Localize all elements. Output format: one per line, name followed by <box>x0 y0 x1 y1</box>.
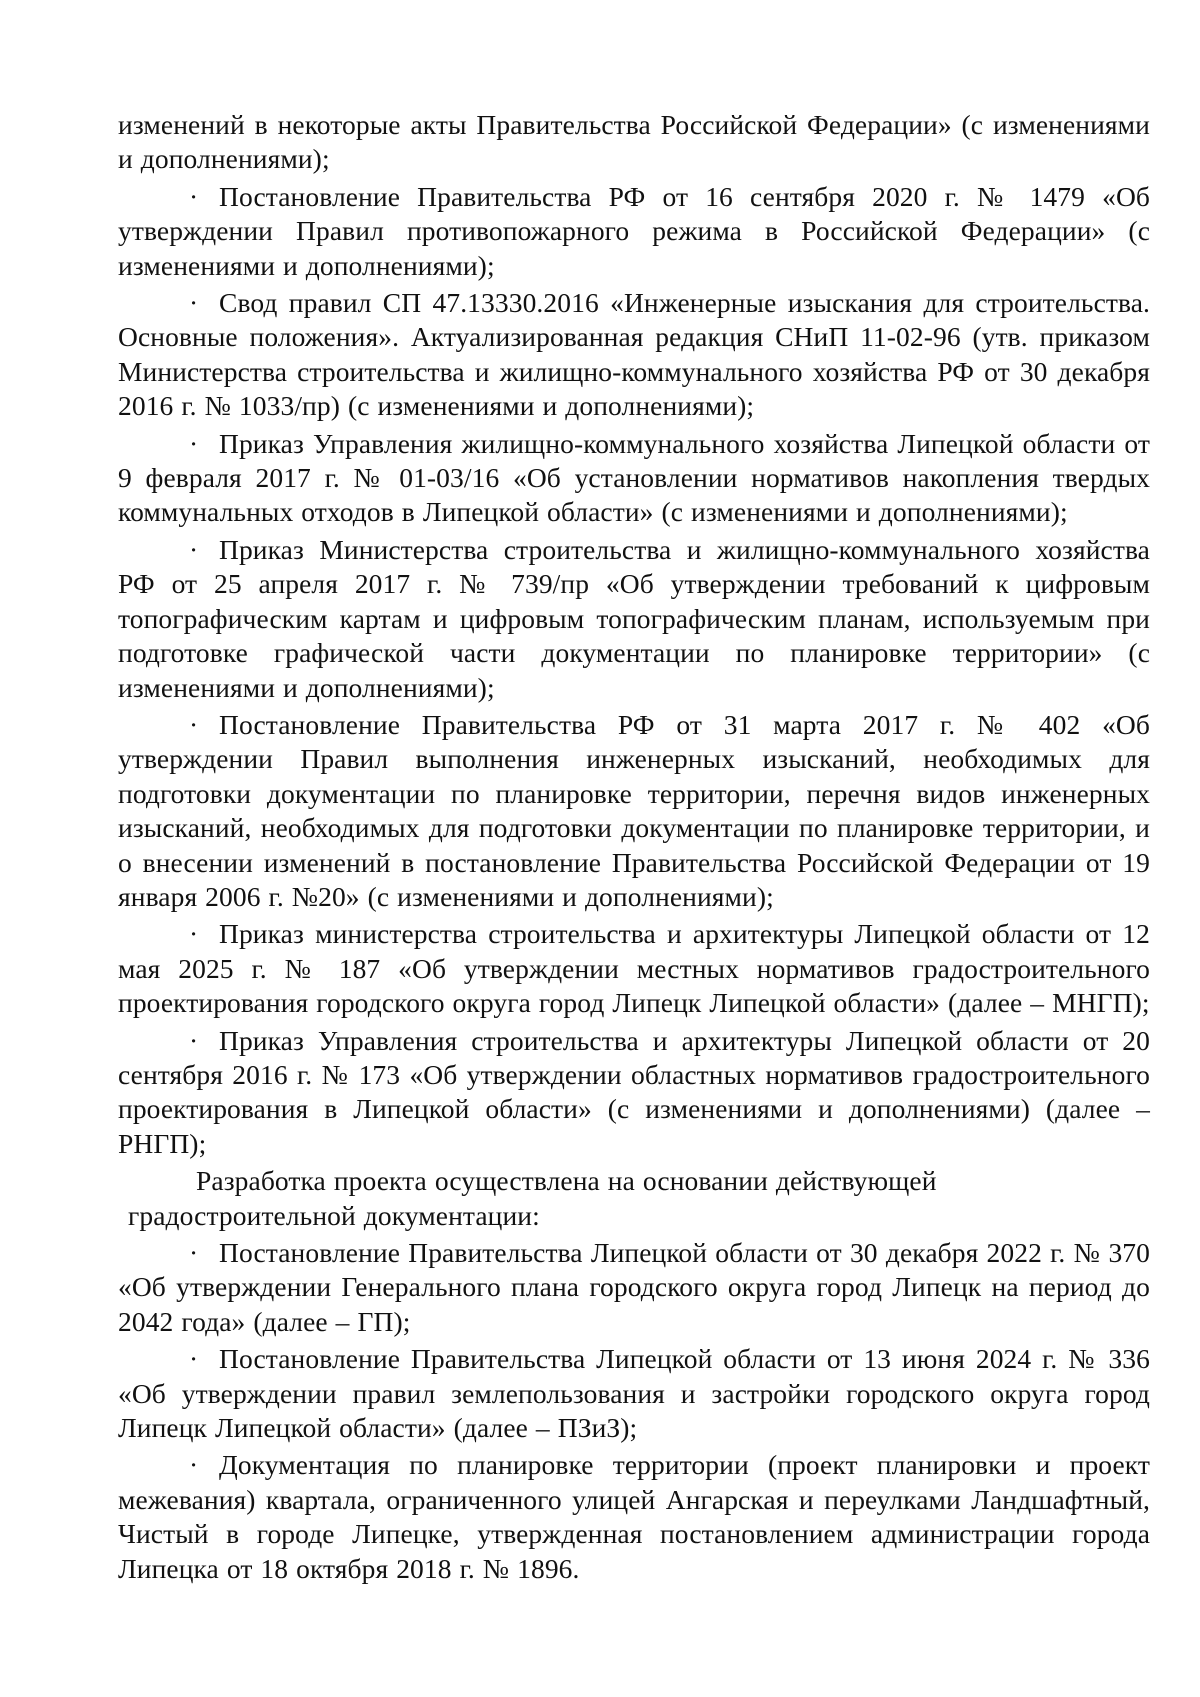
list-item <box>118 427 1150 530</box>
bullet-icon: · <box>189 533 199 565</box>
list-item <box>118 708 1150 914</box>
paragraph-text: изменений в некоторые акты Правительства Российской Федерации» (с изменениями и дополнениями); <box>118 109 1150 175</box>
paragraph-text: Приказ Управления строительства и архитектуры Липецкой области от 20 сентября 2016 г. № 173 «Об утверждении областных нормативов градостроительного проектирования в Липецкой области» (с изменениями и дополнениями) (далее – РНГП); <box>118 1024 1150 1159</box>
paragraph-text: Документация по планировке территории (проект планировки и проект межевания) квартала, ограниченного улицей Ангарская и переулками Ландшафтный, Чистый в городе Липецке, утвержденная постановлением администрации города Липецка от 18 октября 2018 г. № 1896. <box>118 1449 1150 1584</box>
paragraph-continuation <box>118 108 1150 177</box>
list-item <box>118 533 1150 705</box>
bullet-icon: · <box>189 918 199 950</box>
list-item <box>118 1342 1150 1445</box>
bullet-icon: · <box>189 1343 199 1375</box>
paragraph-text-line2: градостроительной документации: <box>128 1199 540 1231</box>
paragraph-text: Приказ Министерства строительства и жилищно-коммунального хозяйства РФ от 25 апреля 2017 г. № 739/пр «Об утверждении требований к цифровым топографическим картам и цифровым топографическим планам, используемым при подготовке графической части документации по планировке территории» (с изменениями и дополнениями); <box>118 533 1150 703</box>
bullet-icon: · <box>189 708 199 740</box>
list-item <box>118 917 1150 1020</box>
bullet-icon: · <box>189 1449 199 1481</box>
list-item <box>118 180 1150 283</box>
list-item <box>118 286 1150 424</box>
list-item <box>118 1236 1150 1339</box>
bullet-icon: · <box>189 1024 199 1056</box>
document-body <box>118 108 1150 1589</box>
paragraph-text: Постановление Правительства Липецкой области от 13 июня 2024 г. № 336 «Об утверждении правил землепользования и застройки городского округа город Липецк Липецкой области» (далее – ПЗиЗ); <box>118 1343 1150 1444</box>
paragraph-text: Свод правил СП 47.13330.2016 «Инженерные изыскания для строительства. Основные положения». Актуализированная редакция СНиП 11-02-96 (утв. приказом Министерства строительства и жилищно-коммунального хозяйства РФ от 30 декабря 2016 г. № 1033/пр) (с изменениями и дополнениями); <box>118 287 1150 422</box>
bullet-icon: · <box>189 1237 199 1268</box>
list-item <box>118 1024 1150 1162</box>
bullet-icon: · <box>189 287 199 319</box>
bullet-icon: · <box>189 427 199 459</box>
paragraph-text: Постановление Правительства РФ от 16 сентября 2020 г. № 1479 «Об утверждении Правил противопожарного режима в Российской Федерации» (с изменениями и дополнениями); <box>118 180 1150 281</box>
list-item <box>118 1448 1150 1586</box>
paragraph-intro <box>118 1164 1150 1233</box>
paragraph-text: Постановление Правительства РФ от 31 марта 2017 г. № 402 «Об утверждении Правил выполнения инженерных изысканий, необходимых для подготовки документации по планировке территории, перечня видов инженерных изысканий, необходимых для подготовки документации по планировке территории, и о внесении изменений в постановление Правительства Российской Федерации от 19 января 2006 г. №20» (с изменениями и дополнениями); <box>118 708 1150 912</box>
bullet-icon: · <box>189 180 199 212</box>
paragraph-text: Приказ Управления жилищно-коммунального хозяйства Липецкой области от 9 февраля 2017 г. № 01-03/16 «Об установлении нормативов накопления твердых коммунальных отходов в Липецкой области» (с изменениями и дополнениями); <box>118 427 1150 528</box>
paragraph-text-line1: Разработка проекта осуществлена на основании действующей <box>196 1165 937 1197</box>
paragraph-text: Приказ министерства строительства и архитектуры Липецкой области от 12 мая 2025 г. № 187 «Об утверждении местных нормативов градостроительного проектирования городского округа город Липецк Липецкой области» (далее – МНГП); <box>118 918 1150 1019</box>
paragraph-text: Постановление Правительства Липецкой области от 30 декабря 2022 г. № 370 «Об утверждении Генерального плана городского округа город Липецк на период до 2042 года» (далее – ГП); <box>118 1237 1150 1337</box>
